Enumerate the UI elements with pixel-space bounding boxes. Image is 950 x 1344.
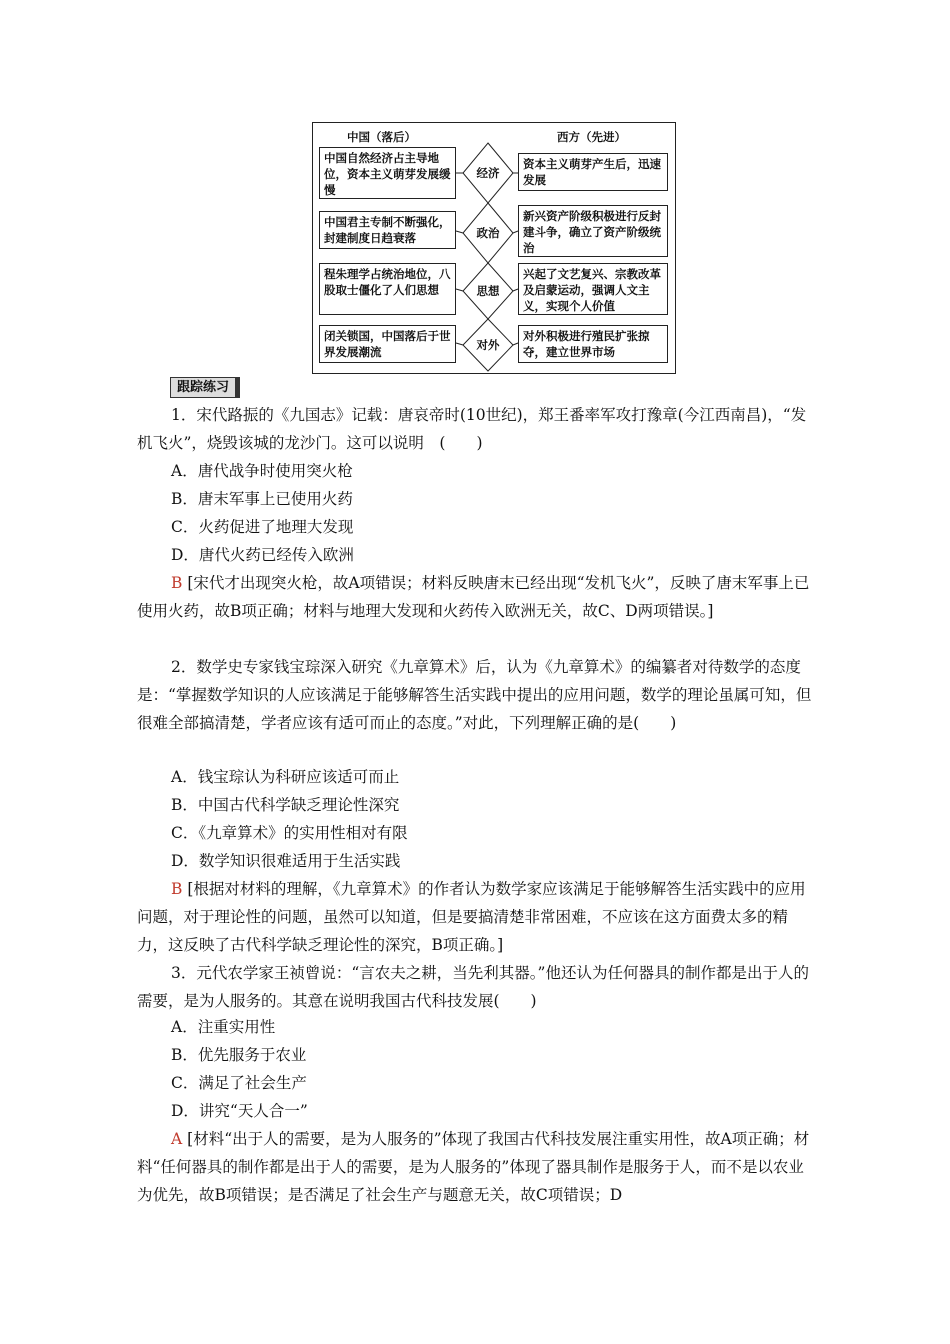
china-foreign-box: 闭关锁国，中国落后于世界发展潮流 [319, 325, 456, 363]
question-3-option-a: A．注重实用性 [171, 1018, 276, 1036]
west-thought-box: 兴起了文艺复兴、宗教改革及启蒙运动，强调人文主义，实现个人价值 [518, 263, 668, 315]
question-1-option-a: A．唐代战争时使用突火枪 [171, 462, 353, 480]
west-foreign-box: 对外积极进行殖民扩张掠夺，建立世界市场 [518, 325, 668, 363]
answer-letter: B [171, 574, 183, 592]
west-economy-box: 资本主义萌芽产生后，迅速发展 [518, 153, 668, 191]
foreign-label: 对外 [476, 338, 500, 352]
west-header: 西方（先进） [557, 130, 626, 144]
question-1-stem: 1．宋代路振的《九国志》记载：唐哀帝时(10世纪)，郑王番率军攻打豫章(今江西南昌)，“发机飞火”，烧毁该城的龙沙门。这可以说明 ( ) [137, 406, 807, 452]
question-2-answer [137, 875, 817, 959]
china-politics-box: 中国君主专制不断强化，封建制度日趋衰落 [319, 211, 456, 249]
thought-label: 思想 [476, 284, 500, 298]
question-3-stem: 3．元代农学家王祯曾说：“言农夫之耕，当先利其器。”他还认为任何器具的制作都是出于人的需要，是为人服务的。其意在说明我国古代科技发展( ) [137, 964, 809, 1010]
question-1-option-c: C．火药促进了地理大发现 [171, 518, 354, 536]
answer-letter: B [171, 880, 183, 898]
section-title: 跟踪练习 [170, 377, 236, 398]
question-1-option-d: D．唐代火药已经传入欧洲 [171, 546, 354, 564]
question-2-option-c: C．《九章算术》的实用性相对有限 [171, 824, 408, 842]
question-2-option-a: A．钱宝琮认为科研应该适可而止 [171, 768, 400, 786]
question-3-option-b: B．优先服务于农业 [171, 1046, 307, 1064]
comparison-diagram [312, 122, 676, 374]
question-1-answer [137, 569, 817, 625]
question-3-answer [137, 1125, 817, 1209]
answer-explanation: [根据对材料的理解，《九章算术》的作者认为数学家应该满足于能够解答生活实践中的应用问题，对于理论性的问题，虽然可以知道，但是要搞清楚非常困难，不应该在这方面费太多的精力，这反映了古代科学缺乏理论性的深究，B项正确。] [137, 880, 806, 954]
answer-letter: A [171, 1130, 183, 1148]
answer-explanation: [宋代才出现突火枪，故A项错误；材料反映唐末已经出现“发机飞火”，反映了唐末军事上已使用火药，故B项正确；材料与地理大发现和火药传入欧洲无关，故C、D两项错误。] [137, 574, 810, 620]
china-header: 中国（落后） [347, 130, 416, 144]
question-2-option-b: B．中国古代科学缺乏理论性深究 [171, 796, 400, 814]
china-economy-box: 中国自然经济占主导地位，资本主义萌芽发展缓慢 [319, 147, 456, 199]
politics-label: 政治 [476, 226, 500, 240]
question-3-option-c: C．满足了社会生产 [171, 1074, 307, 1092]
china-thought-box: 程朱理学占统治地位，八股取士僵化了人们思想 [319, 263, 456, 315]
answer-explanation: [材料“出于人的需要，是为人服务的”体现了我国古代科技发展注重实用性，故A项正确；材料“任何器具的制作都是出于人的需要，是为人服务的”体现了器具制作是服务于人，而不是以农业为优先，故B项错误；是否满足了社会生产与题意无关，故C项错误；D [137, 1130, 810, 1204]
question-2-stem: 2．数学史专家钱宝琮深入研究《九章算术》后，认为《九章算术》的编纂者对待数学的态度是：“掌握数学知识的人应该满足于能够解答生活实践中提出的应用问题，数学的理论虽属可知，但很难全部搞清楚，学者应该有适可而止的态度。”对此，下列理解正确的是( ) [137, 658, 812, 732]
question-2-option-d: D．数学知识很难适用于生活实践 [171, 852, 401, 870]
question-1-option-b: B．唐末军事上已使用火药 [171, 490, 353, 508]
economy-label: 经济 [476, 166, 500, 180]
question-3-option-d: D．讲究“天人合一” [171, 1102, 308, 1120]
west-politics-box: 新兴资产阶级积极进行反封建斗争，确立了资产阶级统治 [518, 205, 668, 257]
